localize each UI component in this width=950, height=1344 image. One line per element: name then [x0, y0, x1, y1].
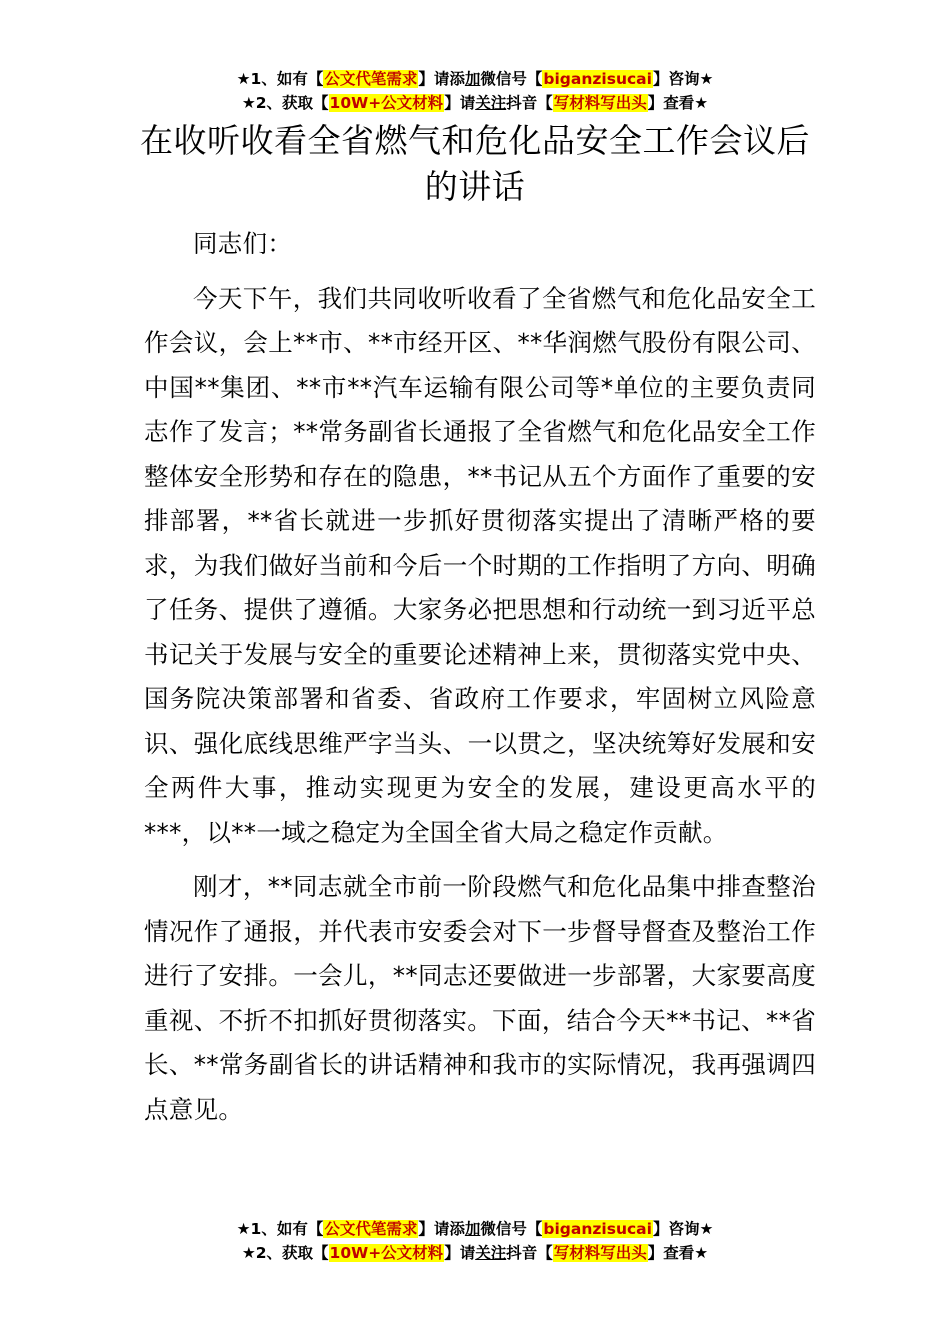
ad-highlight: 10W+公文材料 — [329, 94, 444, 112]
ad-highlight: 公文代笔需求 — [324, 70, 418, 88]
ad-highlight: 10W+公文材料 — [329, 1244, 444, 1262]
ad-text: ★1、如有【 — [236, 70, 324, 88]
ad-highlight: biganzisucai — [543, 70, 652, 88]
ad-text: ★1、如有【 — [236, 1220, 324, 1238]
ad-text: ★2、获取【 — [241, 1244, 329, 1262]
ad-highlight: 公文代笔需求 — [324, 1220, 418, 1238]
salutation: 同志们： — [193, 229, 293, 258]
paragraph: 刚才，**同志就全市前一阶段燃气和危化品集中排查整治情况作了通报，并代表市安委会对下一步督导督查及整治工作进行了安排。一会儿，**同志还要做进一步部署，大家要高度重视、不折不扣抓好贯彻落实。下面，结合今天**书记、**省长、**常务副省长的讲话精神和我市的实际情况，我再强调四点意见。 — [144, 872, 816, 1124]
ad-line-1 — [0, 1217, 950, 1241]
ad-underline: 关注 — [475, 94, 507, 112]
ad-highlight: 写材料写出头 — [553, 94, 647, 112]
ad-line-1 — [0, 67, 950, 91]
ad-underline: 加 — [464, 70, 481, 88]
header-ad — [0, 67, 950, 115]
page-title: 在收听收看全省燃气和危化品安全工作会议后的讲话 — [140, 121, 810, 206]
ad-text: 】查看★ — [647, 94, 709, 112]
ad-text: 抖音【 — [506, 1244, 553, 1262]
ad-highlight: 写材料写出头 — [553, 1244, 647, 1262]
ad-text: 】咨询★ — [652, 70, 714, 88]
footer-ad — [0, 1217, 950, 1265]
paragraph: 今天下午，我们共同收听收看了全省燃气和危化品安全工作会议，会上**市、**市经开区、**华润燃气股份有限公司、中国**集团、**市**汽车运输有限公司等*单位的主要负责同志作了发言；**常务副省长通报了全省燃气和危化品安全工作整体安全形势和存在的隐患，**书记从五个方面作了重要的安排部署，**省长就进一步抓好贯彻落实提出了清晰严格的要求，为我们做好当前和今后一个时期的工作指明了方向、明确了任务、提供了遵循。大家务必把思想和行动统一到习近平总书记关于发展与安全的重要论述精神上来，贯彻落实党中央、国务院决策部署和省委、省政府工作要求，牢固树立风险意识、强化底线思维严字当头、一以贯之，坚决统筹好发展和安全两件大事，推动实现更为安全的发展，建设更高水平的***，以**一域之稳定为全国全省大局之稳定作贡献。 — [144, 283, 816, 847]
ad-line-2 — [0, 91, 950, 115]
ad-text: 】查看★ — [647, 1244, 709, 1262]
ad-text: ★2、获取【 — [241, 94, 329, 112]
ad-underline: 加 — [464, 1220, 481, 1238]
ad-text: 】请添 — [418, 70, 465, 88]
ad-text: 抖音【 — [506, 94, 553, 112]
ad-text: 】请 — [444, 1244, 476, 1262]
ad-highlight: biganzisucai — [543, 1220, 652, 1238]
ad-text: 】请添 — [418, 1220, 465, 1238]
ad-underline: 关注 — [475, 1244, 507, 1262]
ad-text: 微信号【 — [480, 70, 543, 88]
document-body — [144, 222, 816, 1142]
ad-text: 】咨询★ — [652, 1220, 714, 1238]
ad-text: 微信号【 — [480, 1220, 543, 1238]
ad-line-2 — [0, 1241, 950, 1265]
ad-text: 】请 — [444, 94, 476, 112]
